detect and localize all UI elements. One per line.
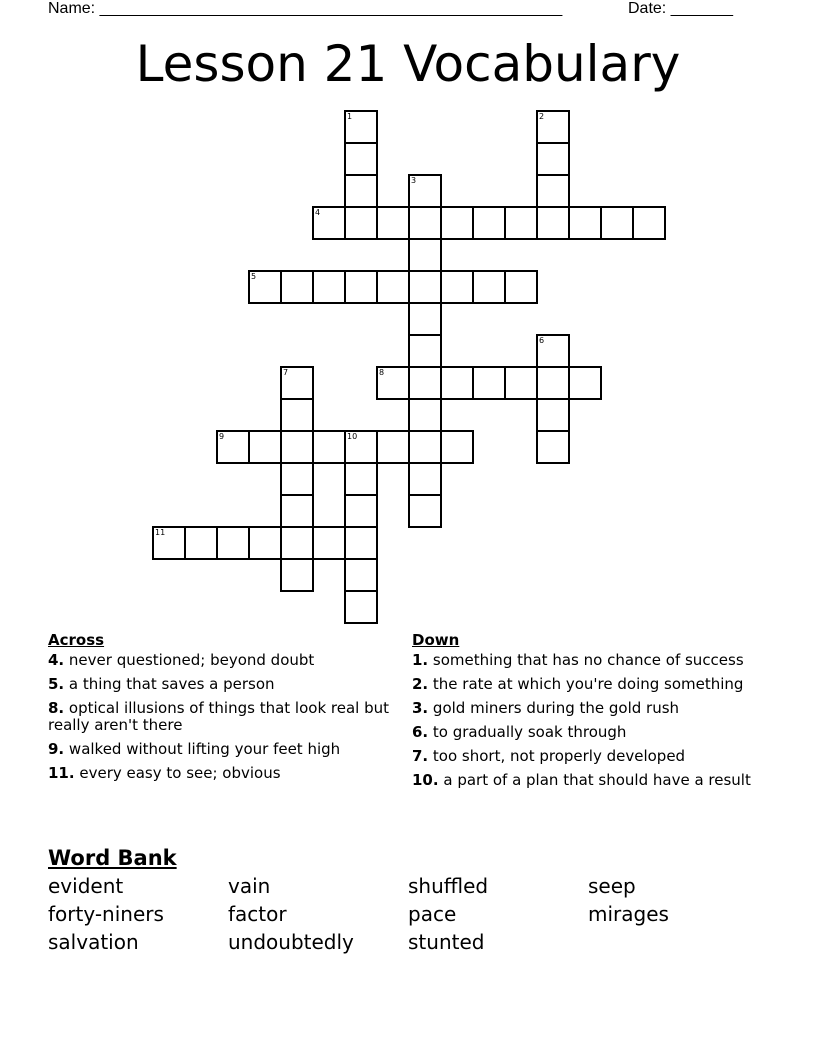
grid-cell[interactable] (216, 526, 250, 560)
grid-cell[interactable] (216, 430, 250, 464)
down-clue (412, 700, 757, 717)
grid-cell[interactable] (280, 366, 314, 400)
word-bank-item: salvation (48, 930, 139, 954)
grid-cell[interactable] (152, 526, 186, 560)
date-field-label: Date: _______ (628, 0, 733, 17)
grid-cell[interactable] (344, 142, 378, 176)
down-clue (412, 748, 757, 765)
grid-cell[interactable] (536, 366, 570, 400)
grid-cell[interactable] (280, 558, 314, 592)
grid-cell[interactable] (536, 430, 570, 464)
grid-cell[interactable] (504, 366, 538, 400)
across-clue (48, 765, 393, 782)
clue-num: 6. (412, 723, 429, 741)
across-clue (48, 741, 393, 758)
clue-num: 5. (48, 675, 65, 693)
clue-num: 3. (412, 699, 429, 717)
grid-cell[interactable] (280, 526, 314, 560)
grid-cell[interactable] (408, 366, 442, 400)
grid-cell[interactable] (312, 526, 346, 560)
word-bank-item: mirages (588, 902, 669, 926)
grid-cell[interactable] (472, 270, 506, 304)
clue-text: walked without lifting your feet high (68, 740, 341, 758)
down-clue (412, 772, 757, 789)
clue-number: 5 (251, 272, 257, 281)
grid-cell[interactable] (568, 206, 602, 240)
grid-cell[interactable] (536, 398, 570, 432)
clue-text: too short, not properly developed (432, 747, 686, 765)
word-bank-item: factor (228, 902, 287, 926)
clue-number: 11 (155, 528, 166, 537)
down-clue-list (412, 652, 757, 796)
grid-cell[interactable] (344, 110, 378, 144)
grid-cell[interactable] (376, 206, 410, 240)
grid-cell[interactable] (472, 366, 506, 400)
clue-number: 2 (539, 112, 545, 121)
grid-cell[interactable] (408, 334, 442, 368)
word-bank-item: vain (228, 874, 271, 898)
word-bank-item: forty-niners (48, 902, 164, 926)
word-bank-item: undoubtedly (228, 930, 354, 954)
grid-cell[interactable] (280, 462, 314, 496)
across-clue-list (48, 652, 393, 789)
grid-cell[interactable] (504, 206, 538, 240)
down-heading: Down (412, 631, 460, 649)
down-clue (412, 652, 757, 669)
clue-text: a thing that saves a person (68, 675, 275, 693)
clue-number: 9 (219, 432, 225, 441)
grid-cell[interactable] (568, 366, 602, 400)
grid-cell[interactable] (344, 206, 378, 240)
clue-text: to gradually soak through (432, 723, 627, 741)
grid-cell[interactable] (280, 398, 314, 432)
grid-cell[interactable] (344, 174, 378, 208)
grid-cell[interactable] (472, 206, 506, 240)
clue-number: 7 (283, 368, 289, 377)
clue-num: 1. (412, 651, 429, 669)
clue-number: 3 (411, 176, 417, 185)
grid-cell[interactable] (536, 110, 570, 144)
clue-text: gold miners during the gold rush (432, 699, 680, 717)
grid-cell[interactable] (248, 430, 282, 464)
grid-cell[interactable] (280, 270, 314, 304)
grid-cell[interactable] (408, 398, 442, 432)
clue-num: 4. (48, 651, 65, 669)
clue-number: 8 (379, 368, 385, 377)
grid-cell[interactable] (600, 206, 634, 240)
word-bank-item: evident (48, 874, 124, 898)
grid-cell[interactable] (376, 430, 410, 464)
clue-num: 2. (412, 675, 429, 693)
grid-cell[interactable] (408, 462, 442, 496)
grid-cell[interactable] (312, 430, 346, 464)
grid-cell[interactable] (344, 430, 378, 464)
grid-cell[interactable] (280, 494, 314, 528)
down-clue (412, 724, 757, 741)
grid-cell[interactable] (376, 366, 410, 400)
grid-cell[interactable] (536, 142, 570, 176)
clue-num: 11. (48, 764, 75, 782)
grid-cell[interactable] (536, 174, 570, 208)
clue-num: 10. (412, 771, 439, 789)
grid-cell[interactable] (408, 238, 442, 272)
grid-cell[interactable] (408, 174, 442, 208)
grid-cell[interactable] (536, 334, 570, 368)
grid-cell[interactable] (344, 526, 378, 560)
grid-cell[interactable] (408, 430, 442, 464)
grid-cell[interactable] (344, 494, 378, 528)
grid-cell[interactable] (408, 494, 442, 528)
clue-number: 1 (347, 112, 353, 121)
across-clue (48, 676, 393, 693)
clue-num: 9. (48, 740, 65, 758)
word-bank-item: pace (408, 902, 457, 926)
clue-text: never questioned; beyond doubt (68, 651, 315, 669)
clue-text: something that has no chance of success (432, 651, 744, 669)
clue-text: every easy to see; obvious (79, 764, 281, 782)
grid-cell[interactable] (440, 430, 474, 464)
grid-cell[interactable] (344, 270, 378, 304)
grid-cell[interactable] (504, 270, 538, 304)
grid-cell[interactable] (312, 270, 346, 304)
grid-cell[interactable] (376, 270, 410, 304)
grid-cell[interactable] (184, 526, 218, 560)
grid-cell[interactable] (344, 462, 378, 496)
grid-cell[interactable] (408, 302, 442, 336)
word-bank (48, 874, 788, 954)
word-bank-item: shuffled (408, 874, 489, 898)
grid-cell[interactable] (344, 558, 378, 592)
clue-text: the rate at which you're doing something (432, 675, 744, 693)
name-field-label: Name: ____________________________________________________ (48, 0, 563, 17)
grid-cell[interactable] (280, 430, 314, 464)
grid-cell[interactable] (536, 206, 570, 240)
grid-cell[interactable] (408, 206, 442, 240)
grid-cell[interactable] (248, 270, 282, 304)
across-clue (48, 652, 393, 669)
page-title: Lesson 21 Vocabulary (135, 35, 681, 93)
clue-number: 6 (539, 336, 545, 345)
word-bank-title: Word Bank (48, 846, 177, 870)
across-clue (48, 700, 393, 734)
clue-num: 8. (48, 699, 65, 717)
word-bank-item: seep (588, 874, 636, 898)
grid-cell[interactable] (440, 270, 474, 304)
grid-cell[interactable] (312, 206, 346, 240)
grid-cell[interactable] (440, 366, 474, 400)
clue-text: optical illusions of things that look real but really aren't there (48, 699, 390, 734)
across-heading: Across (48, 631, 105, 649)
clue-text: a part of a plan that should have a result (443, 771, 751, 789)
grid-cell[interactable] (344, 590, 378, 624)
word-bank-item: stunted (408, 930, 485, 954)
grid-cell[interactable] (408, 270, 442, 304)
clue-number: 4 (315, 208, 321, 217)
clue-number: 10 (347, 432, 358, 441)
grid-cell[interactable] (440, 206, 474, 240)
clue-num: 7. (412, 747, 429, 765)
grid-cell[interactable] (632, 206, 666, 240)
grid-cell[interactable] (248, 526, 282, 560)
down-clue (412, 676, 757, 693)
